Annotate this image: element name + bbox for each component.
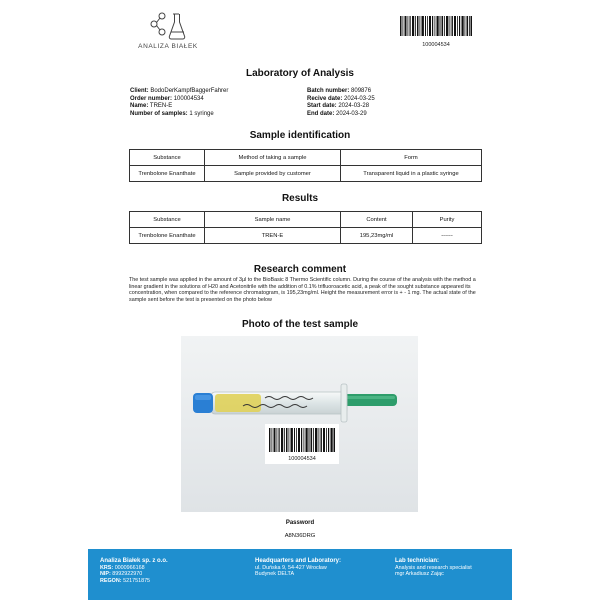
identification-table — [129, 149, 482, 182]
photo-barcode-number: 100004534 — [288, 456, 316, 462]
table-header-row — [130, 150, 482, 166]
footer-value: 8992922970 — [112, 571, 143, 578]
info-row-start-date — [307, 103, 375, 111]
footer-label: KRS: — [100, 564, 114, 571]
info-label: Order number: — [130, 95, 173, 102]
results-heading: Results — [281, 193, 319, 204]
table-header-cell: Sample name — [205, 212, 341, 228]
order-barcode — [400, 16, 472, 48]
info-row-order-number — [130, 96, 228, 104]
syringe-illustration — [181, 336, 418, 512]
info-row-name — [130, 103, 228, 111]
info-value: 1 syringe — [189, 110, 214, 117]
comment-text: The test sample was applied in the amount of 3µl to the BioBasic 8 Thermo Scientific column. During the course of the analysis with the method a linear gradient in the solutions of H20 and Acetonitrile with the addition of 0.1% trifluoroacetic acid, a peak of the sought substance appeared its concentration, when compared to the reference chromatogram, is 195,23mg/ml. Height the measurement error is + - 1 mg. The actual state of the sample sent before the test is presented on the photo below — [129, 277, 476, 303]
table-cell: Trenbolone Enanthate — [130, 166, 205, 182]
info-value: 2024-03-28 — [338, 103, 370, 110]
info-row-client — [130, 88, 228, 96]
footer-nip — [100, 571, 168, 578]
info-label: End date: — [307, 110, 335, 117]
info-value: 2024-03-25 — [344, 95, 375, 102]
identification-heading: Sample identification — [249, 130, 351, 141]
hq-building: Budynek DELTA — [255, 571, 295, 578]
table-cell: ------ — [413, 228, 482, 244]
info-label: Recive date: — [307, 95, 343, 102]
table-cell: Trenbolone Enanthate — [130, 228, 205, 244]
info-label: Name: — [130, 103, 149, 110]
table-header-cell: Content — [341, 212, 413, 228]
results-table — [129, 211, 482, 244]
footer-krs — [100, 565, 168, 572]
photo-heading: Photo of the test sample — [241, 319, 359, 330]
footer-technician — [395, 558, 472, 578]
info-label: Client: — [130, 88, 149, 94]
password-value: A8N36DRG — [284, 533, 316, 539]
order-info-left — [130, 88, 228, 118]
footer-label: REGON: — [100, 577, 122, 584]
footer-regon — [100, 578, 168, 585]
footer-headquarters — [255, 558, 341, 578]
info-row-batch — [307, 88, 375, 96]
table-header-cell: Substance — [130, 150, 205, 166]
info-label: Batch number: — [307, 88, 350, 94]
table-header-cell: Purity — [413, 212, 482, 228]
table-header-cell: Substance — [130, 212, 205, 228]
info-row-receive-date — [307, 96, 375, 104]
info-label: Start date: — [307, 103, 337, 110]
tech-role: Analysis and research specialist — [395, 564, 472, 571]
info-row-samples — [130, 111, 228, 119]
sample-photo — [181, 336, 418, 512]
footer-value: 0000966168 — [114, 564, 145, 571]
comment-heading: Research comment — [253, 264, 347, 275]
table-header-cell: Form — [341, 150, 482, 166]
flask-logo-icon — [146, 10, 190, 42]
info-value: 809876 — [351, 88, 372, 94]
info-value: 100004534 — [173, 95, 204, 102]
table-cell: Transparent liquid in a plastic syringe — [341, 166, 482, 182]
barcode-icon — [400, 16, 472, 36]
barcode-number: 100004534 — [422, 42, 450, 48]
table-cell: Sample provided by customer — [205, 166, 341, 182]
company-logo — [128, 10, 208, 60]
logo-text: ANALIZA BIAŁEK — [138, 43, 198, 50]
table-header-row — [130, 212, 482, 228]
company-name: Analiza Białek sp. z o.o. — [100, 558, 168, 564]
info-label: Number of samples: — [130, 110, 188, 117]
hq-heading: Headquarters and Laboratory: — [255, 558, 342, 564]
footer — [88, 549, 512, 600]
table-row — [130, 166, 482, 182]
page-title: Laboratory of Analysis — [246, 68, 354, 79]
info-value: 2024-03-29 — [336, 110, 367, 117]
footer-company — [100, 558, 168, 584]
table-row — [130, 228, 482, 244]
table-cell: 195,23mg/ml — [341, 228, 413, 244]
tech-heading: Lab technician: — [395, 558, 440, 564]
table-header-cell: Method of taking a sample — [205, 150, 341, 166]
footer-value: 521751875 — [123, 577, 151, 584]
tech-name: mgr Arkadiusz Zając — [395, 571, 444, 578]
info-value: BodoDerKampfBaggerFahrer — [150, 88, 229, 94]
hq-address: ul. Duńska 9, 54-427 Wrocław — [255, 564, 327, 571]
info-row-end-date — [307, 111, 375, 119]
password-label: Password — [285, 520, 315, 526]
info-value: TREN-E — [149, 103, 173, 110]
order-info-right — [307, 88, 375, 118]
footer-label: NIP: — [100, 571, 111, 578]
table-cell: TREN-E — [205, 228, 341, 244]
